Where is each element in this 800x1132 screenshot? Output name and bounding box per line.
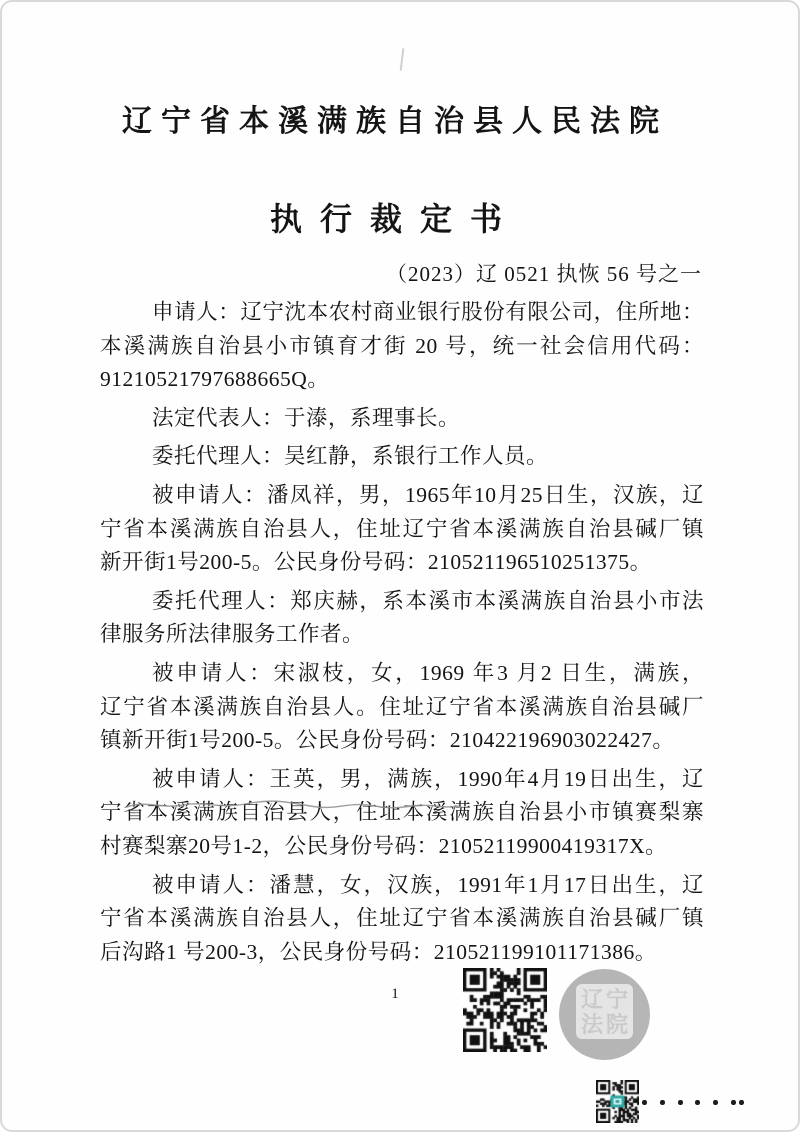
body-paragraph xyxy=(100,440,704,474)
body-line: 律服务所法律服务工作者。 xyxy=(100,622,365,647)
body-line: 被申请人：王英，男，满族，1990年4月19日出生，辽 xyxy=(152,766,704,791)
document-type-title: 执行裁定书 xyxy=(269,201,520,237)
body-paragraph xyxy=(100,657,704,758)
body-line: 被申请人：宋淑枝，女，1969 年3 月2 日生，满族， xyxy=(152,660,704,685)
court-seal-watermark xyxy=(559,969,650,1060)
handwritten-wavy-underline xyxy=(125,797,463,813)
body-paragraph xyxy=(100,585,704,652)
body-line: 宁省本溪满族自治县人，住址本溪满族自治县小市镇赛梨寨 xyxy=(100,800,704,825)
footer-dot xyxy=(739,1100,744,1105)
court-seal-text-line2: 法院 xyxy=(580,1011,631,1037)
body-line: 被申请人：潘凤祥，男，1965年10月25日生，汉族，辽 xyxy=(152,482,704,507)
body-line: 宁省本溪满族自治县人，住址辽宁省本溪满族自治县碱厂镇 xyxy=(100,906,704,931)
page-number: 1 xyxy=(391,986,399,1002)
scan-artifact-mark xyxy=(400,48,405,71)
body-line: 后沟路1 号200-3，公民身份号码：210521199101171386。 xyxy=(100,939,657,964)
footer-dot xyxy=(713,1100,718,1105)
body-line: 委托代理人：郑庆赫，系本溪市本溪满族自治县小市法 xyxy=(152,588,704,613)
verification-qr-code-icon xyxy=(463,968,547,1052)
body-paragraph xyxy=(100,869,704,970)
case-number: （2023）辽 0521 执恢 56 号之一 xyxy=(386,262,702,286)
body-paragraph xyxy=(100,763,704,864)
body-paragraph xyxy=(100,296,704,397)
footer-dot xyxy=(731,1100,736,1105)
court-seal-text-line1: 辽宁 xyxy=(580,986,631,1012)
document-body xyxy=(100,296,704,969)
body-line: 镇新开街1号200-5。公民身份号码：210422196903022427。 xyxy=(100,728,675,753)
body-line: 申请人：辽宁沈本农村商业银行股份有限公司，住所地： xyxy=(152,300,704,324)
body-line: 法定代表人：于溙，系理事长。 xyxy=(152,405,461,430)
court-name-title: 辽宁省本溪满族自治县人民法院 xyxy=(122,105,668,138)
body-line: 新开街1号200-5。公民身份号码：210521196510251375。 xyxy=(100,550,652,575)
body-line: 本溪满族自治县小市镇育才街 20 号，统一社会信用代码： xyxy=(100,333,704,358)
body-line: 宁省本溪满族自治县人，住址辽宁省本溪满族自治县碱厂镇 xyxy=(100,516,704,541)
body-line: 村赛梨寨20号1-2，公民身份号码：21052119900419317X。 xyxy=(100,833,668,858)
footer-dot xyxy=(660,1100,665,1105)
body-line: 91210521797688665Q。 xyxy=(100,367,330,392)
footer-qr-code-icon xyxy=(596,1080,639,1123)
footer-dot xyxy=(678,1100,683,1105)
body-paragraph xyxy=(100,402,704,436)
body-line: 被申请人：潘慧，女，汉族，1991年1月17日出生，辽 xyxy=(152,872,704,897)
footer-dot xyxy=(695,1100,700,1105)
footer-dot xyxy=(642,1100,647,1105)
body-paragraph xyxy=(100,479,704,580)
body-line: 委托代理人：吴红静，系银行工作人员。 xyxy=(152,444,549,469)
footer-dotted-line xyxy=(642,1100,752,1108)
body-line: 辽宁省本溪满族自治县人。住址辽宁省本溪满族自治县碱厂 xyxy=(100,694,704,719)
